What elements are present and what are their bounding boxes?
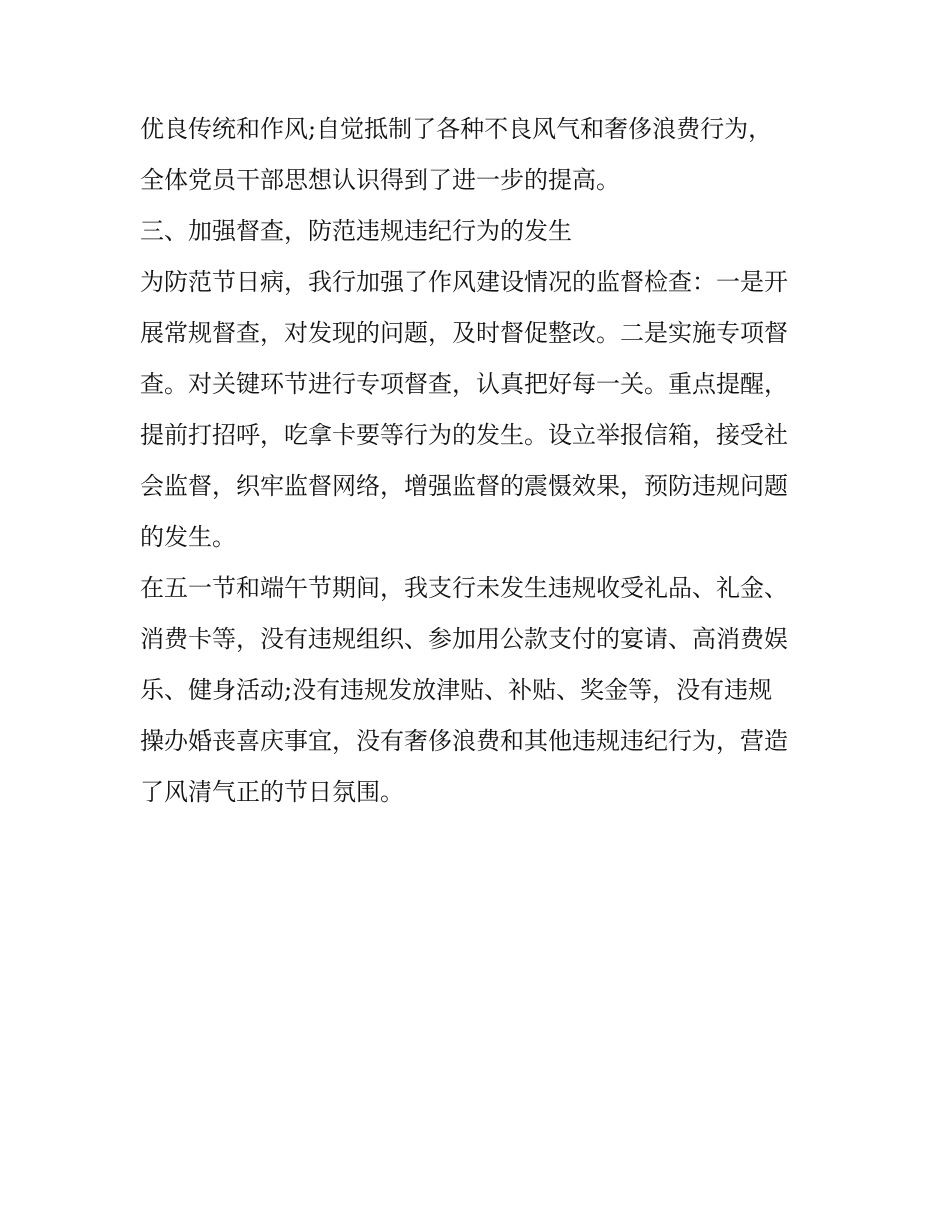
paragraph-line: 在五一节和端午节期间，我支行未发生违规收受礼品、礼金、 <box>140 574 788 602</box>
section-heading: 三、加强督查，防范违规违纪行为的发生 <box>140 217 572 245</box>
paragraph-line: 会监督，织牢监督网络，增强监督的震慑效果，预防违规问题 <box>140 472 788 500</box>
paragraph-line: 提前打招呼，吃拿卡要等行为的发生。设立举报信箱，接受社 <box>140 421 788 449</box>
paragraph-line: 全体党员干部思想认识得到了进一步的提高。 <box>140 166 620 194</box>
paragraph-line: 消费卡等，没有违规组织、参加用公款支付的宴请、高消费娱 <box>140 625 788 653</box>
paragraph-line: 展常规督查，对发现的问题，及时督促整改。二是实施专项督 <box>140 319 788 347</box>
paragraph-line: 为防范节日病，我行加强了作风建设情况的监督检查：一是开 <box>140 268 788 296</box>
paragraph-line: 查。对关键环节进行专项督查，认真把好每一关。重点提醒， <box>140 370 788 398</box>
paragraph-line: 乐、健身活动;没有违规发放津贴、补贴、奖金等，没有违规 <box>140 676 773 704</box>
paragraph-line: 优良传统和作风;自觉抵制了各种不良风气和奢侈浪费行为， <box>140 115 773 143</box>
paragraph-line: 的发生。 <box>140 523 236 551</box>
document-body <box>140 104 820 818</box>
paragraph-line: 了风清气正的节日氛围。 <box>140 778 404 806</box>
paragraph-line: 操办婚丧喜庆事宜，没有奢侈浪费和其他违规违纪行为，营造 <box>140 727 788 755</box>
